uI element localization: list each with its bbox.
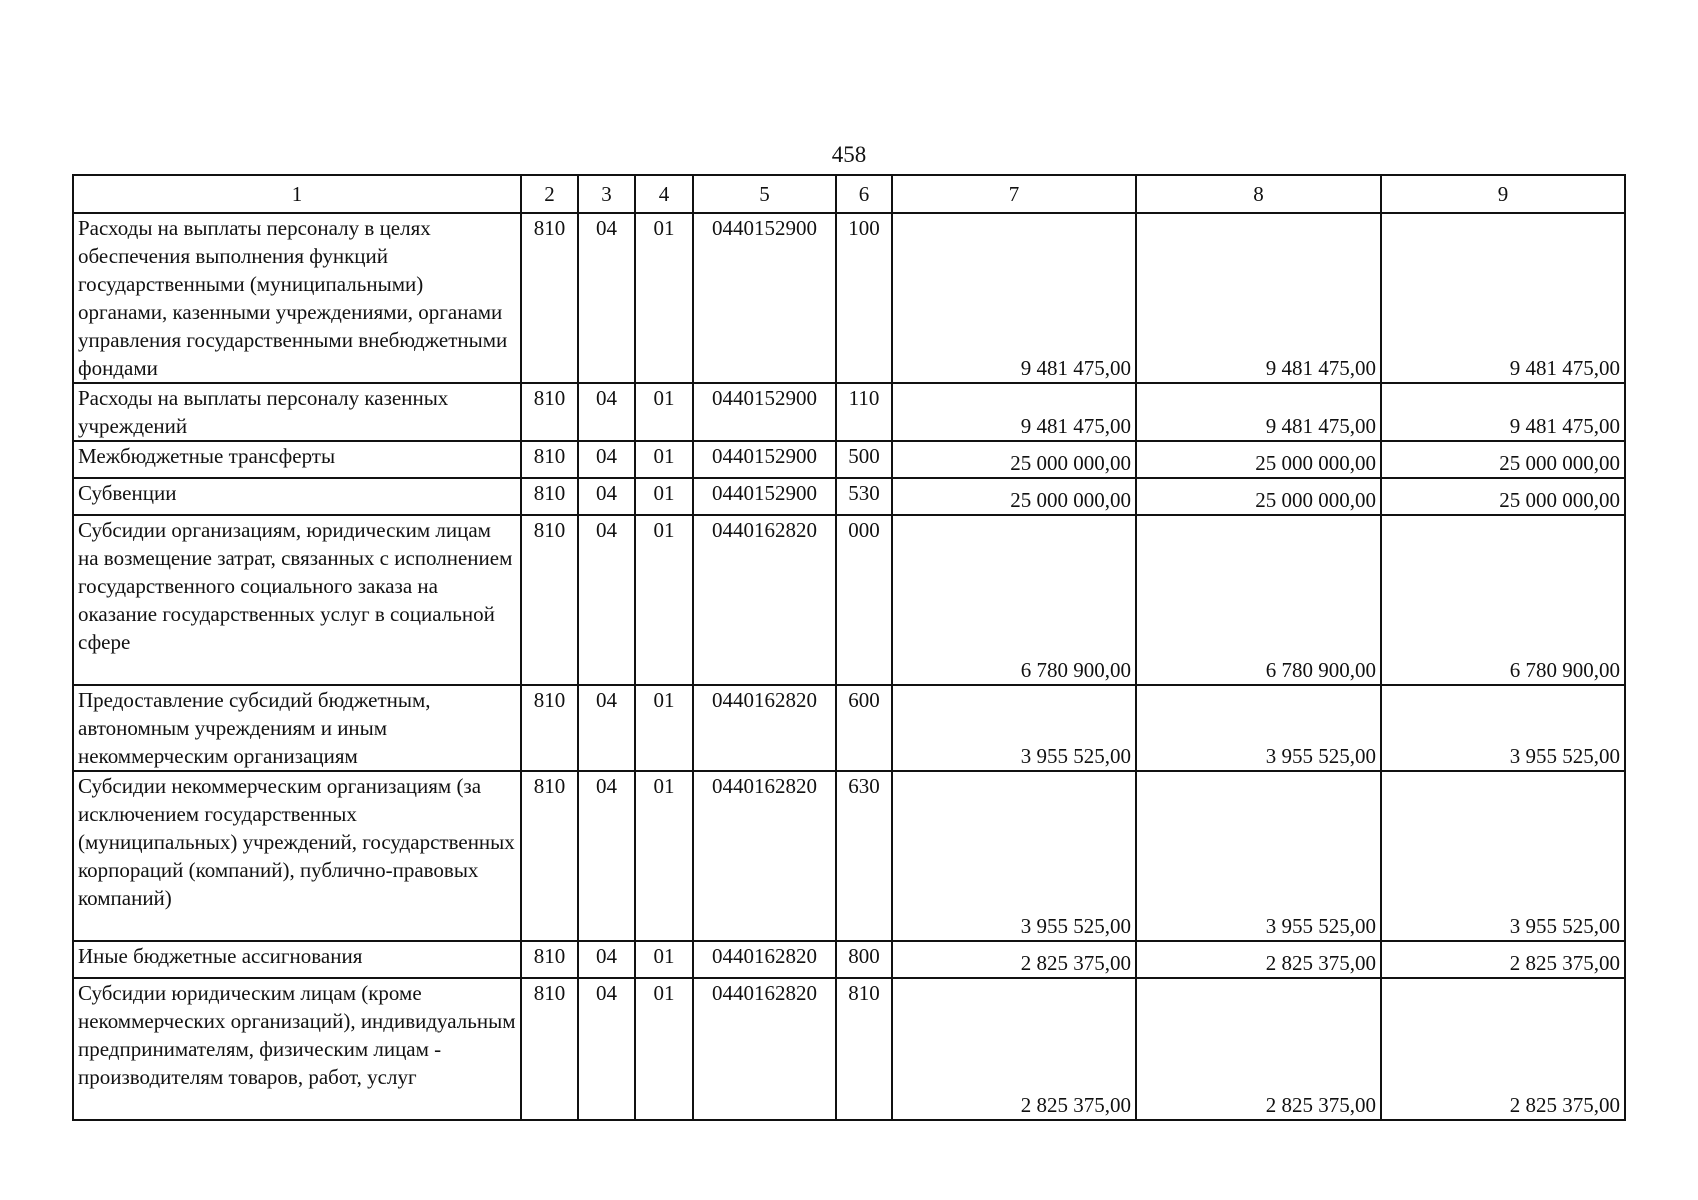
row-code-6: 110 (836, 383, 892, 441)
row-amount-7: 25 000 000,00 (892, 478, 1136, 515)
row-code-4: 01 (635, 685, 693, 771)
row-code-6: 100 (836, 213, 892, 383)
budget-table (72, 174, 1626, 1121)
column-header-7: 7 (892, 175, 1136, 213)
row-code-3: 04 (578, 478, 635, 515)
row-code-2: 810 (521, 383, 578, 441)
row-amount-7: 2 825 375,00 (892, 978, 1136, 1120)
row-code-5: 0440162820 (693, 941, 836, 978)
row-code-4: 01 (635, 441, 693, 478)
table-row (73, 213, 1625, 383)
row-name: Субвенции (73, 478, 521, 515)
row-code-5: 0440162820 (693, 685, 836, 771)
row-name: Предоставление субсидий бюджетным, автономным учреждениям и иным некоммерческим организациям (73, 685, 521, 771)
row-code-5: 0440152900 (693, 441, 836, 478)
table-header (73, 175, 1625, 213)
row-code-4: 01 (635, 213, 693, 383)
row-code-3: 04 (578, 515, 635, 685)
row-name: Расходы на выплаты персоналу казенных учреждений (73, 383, 521, 441)
table-row (73, 978, 1625, 1120)
column-header-1: 1 (73, 175, 521, 213)
row-code-2: 810 (521, 213, 578, 383)
row-amount-7: 3 955 525,00 (892, 685, 1136, 771)
column-header-6: 6 (836, 175, 892, 213)
row-amount-8: 2 825 375,00 (1136, 941, 1381, 978)
row-code-4: 01 (635, 771, 693, 941)
column-header-4: 4 (635, 175, 693, 213)
row-code-2: 810 (521, 941, 578, 978)
row-name: Расходы на выплаты персоналу в целях обеспечения выполнения функций государственными (муниципальными) органами, казенными учреждениями, органами управления государственными внебюджетными фондами (73, 213, 521, 383)
row-code-2: 810 (521, 478, 578, 515)
row-code-6: 000 (836, 515, 892, 685)
row-amount-9: 25 000 000,00 (1381, 478, 1625, 515)
row-code-6: 500 (836, 441, 892, 478)
row-code-6: 630 (836, 771, 892, 941)
row-code-6: 530 (836, 478, 892, 515)
row-amount-9: 3 955 525,00 (1381, 771, 1625, 941)
row-code-6: 800 (836, 941, 892, 978)
row-code-3: 04 (578, 441, 635, 478)
row-code-5: 0440162820 (693, 978, 836, 1120)
row-amount-9: 3 955 525,00 (1381, 685, 1625, 771)
row-code-4: 01 (635, 515, 693, 685)
column-header-5: 5 (693, 175, 836, 213)
row-code-5: 0440162820 (693, 515, 836, 685)
row-amount-8: 25 000 000,00 (1136, 478, 1381, 515)
row-amount-7: 9 481 475,00 (892, 213, 1136, 383)
row-code-6: 810 (836, 978, 892, 1120)
row-amount-8: 6 780 900,00 (1136, 515, 1381, 685)
row-code-3: 04 (578, 213, 635, 383)
row-code-4: 01 (635, 383, 693, 441)
table-row (73, 441, 1625, 478)
row-amount-8: 3 955 525,00 (1136, 771, 1381, 941)
column-header-3: 3 (578, 175, 635, 213)
column-header-8: 8 (1136, 175, 1381, 213)
row-code-2: 810 (521, 515, 578, 685)
row-code-4: 01 (635, 941, 693, 978)
row-amount-8: 2 825 375,00 (1136, 978, 1381, 1120)
row-amount-8: 9 481 475,00 (1136, 383, 1381, 441)
row-name: Межбюджетные трансферты (73, 441, 521, 478)
row-code-3: 04 (578, 978, 635, 1120)
row-amount-9: 2 825 375,00 (1381, 941, 1625, 978)
row-code-3: 04 (578, 941, 635, 978)
row-code-3: 04 (578, 383, 635, 441)
row-name: Субсидии юридическим лицам (кроме некоммерческих организаций), индивидуальным предпринимателям, физическим лицам - производителям товаров, работ, услуг (73, 978, 521, 1120)
row-amount-9: 25 000 000,00 (1381, 441, 1625, 478)
row-amount-9: 9 481 475,00 (1381, 213, 1625, 383)
row-code-2: 810 (521, 441, 578, 478)
row-amount-9: 6 780 900,00 (1381, 515, 1625, 685)
row-name: Субсидии некоммерческим организациям (за исключением государственных (муниципальных) учреждений, государственных корпораций (компаний), публично-правовых компаний) (73, 771, 521, 941)
page-number: 458 (831, 142, 867, 167)
row-code-5: 0440152900 (693, 478, 836, 515)
row-code-2: 810 (521, 771, 578, 941)
column-header-2: 2 (521, 175, 578, 213)
table-row (73, 941, 1625, 978)
table-row (73, 478, 1625, 515)
row-amount-8: 25 000 000,00 (1136, 441, 1381, 478)
row-amount-7: 3 955 525,00 (892, 771, 1136, 941)
row-code-6: 600 (836, 685, 892, 771)
table-body (73, 213, 1625, 1120)
row-name: Субсидии организациям, юридическим лицам на возмещение затрат, связанных с исполнением государственного социального заказа на оказание государственных услуг в социальной сфере (73, 515, 521, 685)
row-amount-8: 9 481 475,00 (1136, 213, 1381, 383)
row-amount-7: 9 481 475,00 (892, 383, 1136, 441)
row-amount-7: 2 825 375,00 (892, 941, 1136, 978)
row-amount-7: 6 780 900,00 (892, 515, 1136, 685)
row-code-4: 01 (635, 978, 693, 1120)
row-code-3: 04 (578, 685, 635, 771)
row-code-4: 01 (635, 478, 693, 515)
table-row (73, 383, 1625, 441)
row-amount-9: 2 825 375,00 (1381, 978, 1625, 1120)
row-code-3: 04 (578, 771, 635, 941)
row-code-2: 810 (521, 978, 578, 1120)
row-name: Иные бюджетные ассигнования (73, 941, 521, 978)
row-amount-8: 3 955 525,00 (1136, 685, 1381, 771)
row-code-2: 810 (521, 685, 578, 771)
header-row (73, 175, 1625, 213)
table-row (73, 685, 1625, 771)
row-amount-7: 25 000 000,00 (892, 441, 1136, 478)
row-amount-9: 9 481 475,00 (1381, 383, 1625, 441)
column-header-9: 9 (1381, 175, 1625, 213)
table-row (73, 771, 1625, 941)
table-row (73, 515, 1625, 685)
row-code-5: 0440152900 (693, 383, 836, 441)
row-code-5: 0440162820 (693, 771, 836, 941)
row-code-5: 0440152900 (693, 213, 836, 383)
